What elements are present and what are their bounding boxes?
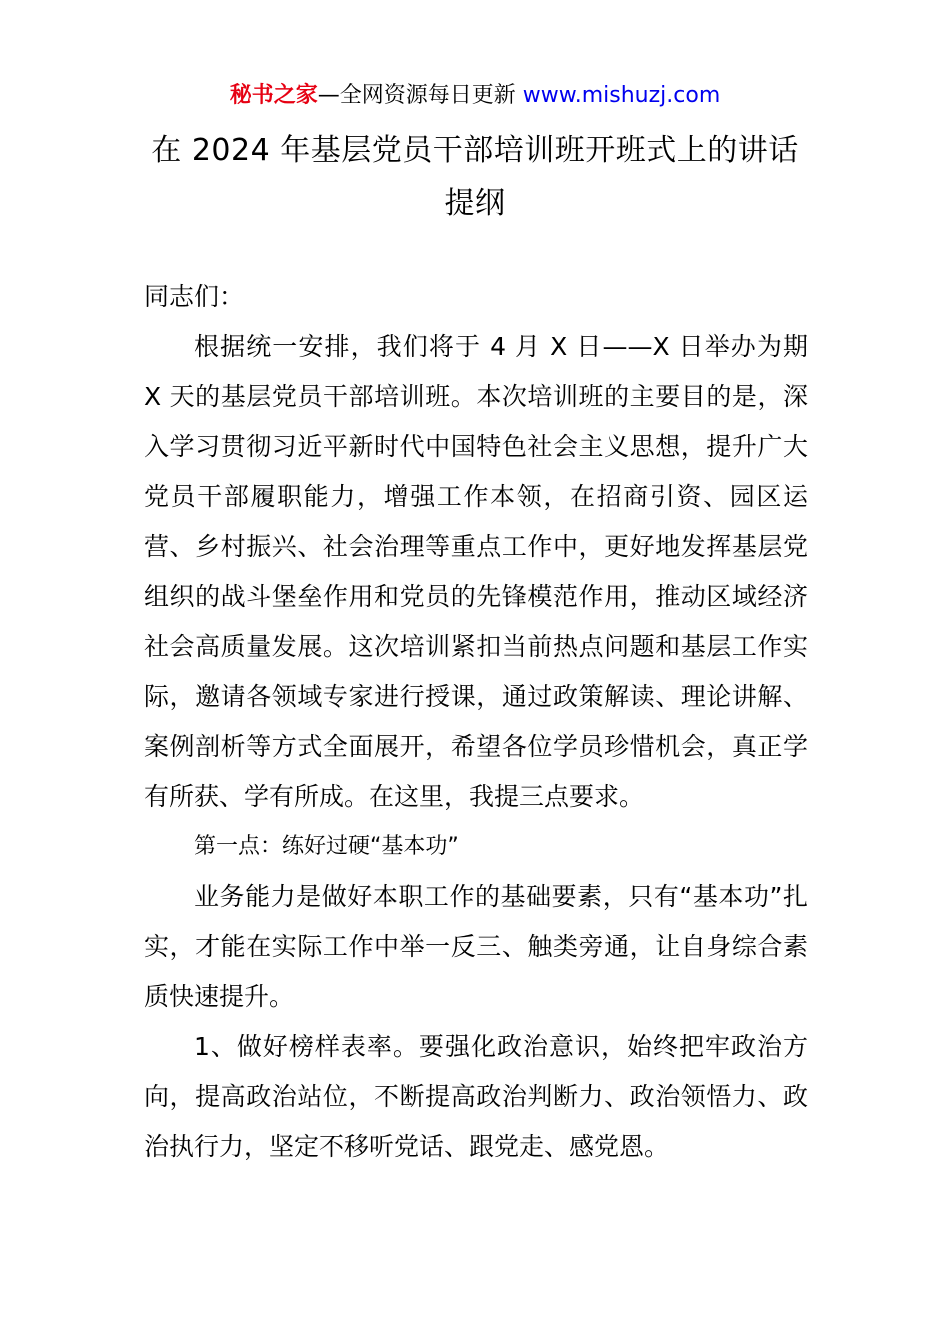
- document-body: [144, 272, 808, 1172]
- website-link[interactable]: www.mishuzj.com: [522, 83, 721, 108]
- salutation: 同志们：: [144, 282, 245, 311]
- paragraph-intro: 根据统一安排，我们将于 4 月 X 日——X 日举办为期 X 天的基层党员干部培训班。本次培训班的主要目的是，深入学习贯彻习近平新时代中国特色社会主义思想，提升广大党员干部履职能力，增强工作本领，在招商引资、园区运营、乡村振兴、社会治理等重点工作中，更好地发挥基层党组织的战斗堡垒作用和党员的先锋模范作用，推动区域经济社会高质量发展。这次培训紧扣当前热点问题和基层工作实际，邀请各领域专家进行授课，通过政策解读、理论讲解、案例剖析等方式全面展开，希望各位学员珍惜机会，真正学有所获、学有所成。在这里，我提三点要求。: [144, 332, 808, 811]
- title-line-1: 在 2024 年基层党员干部培训班开班式上的讲话: [151, 133, 799, 168]
- document-title: [100, 124, 850, 230]
- paragraph-basic-skills: 业务能力是做好本职工作的基础要素，只有“基本功”扎实，才能在实际工作中举一反三、触类旁通，让自身综合素质快速提升。: [144, 882, 808, 1011]
- header-banner: [0, 82, 950, 110]
- title-line-2: 提纲: [444, 186, 506, 221]
- section-heading-1: 第一点：练好过硬“基本功”: [194, 834, 459, 859]
- paragraph-point-1: 1、做好榜样表率。要强化政治意识，始终把牢政治方向，提高政治站位，不断提高政治判断力、政治领悟力、政治执行力，坚定不移听党话、跟党走、感党恩。: [144, 1032, 808, 1161]
- brand-name: 秘书之家: [229, 83, 318, 108]
- header-tagline: —全网资源每日更新: [317, 83, 523, 108]
